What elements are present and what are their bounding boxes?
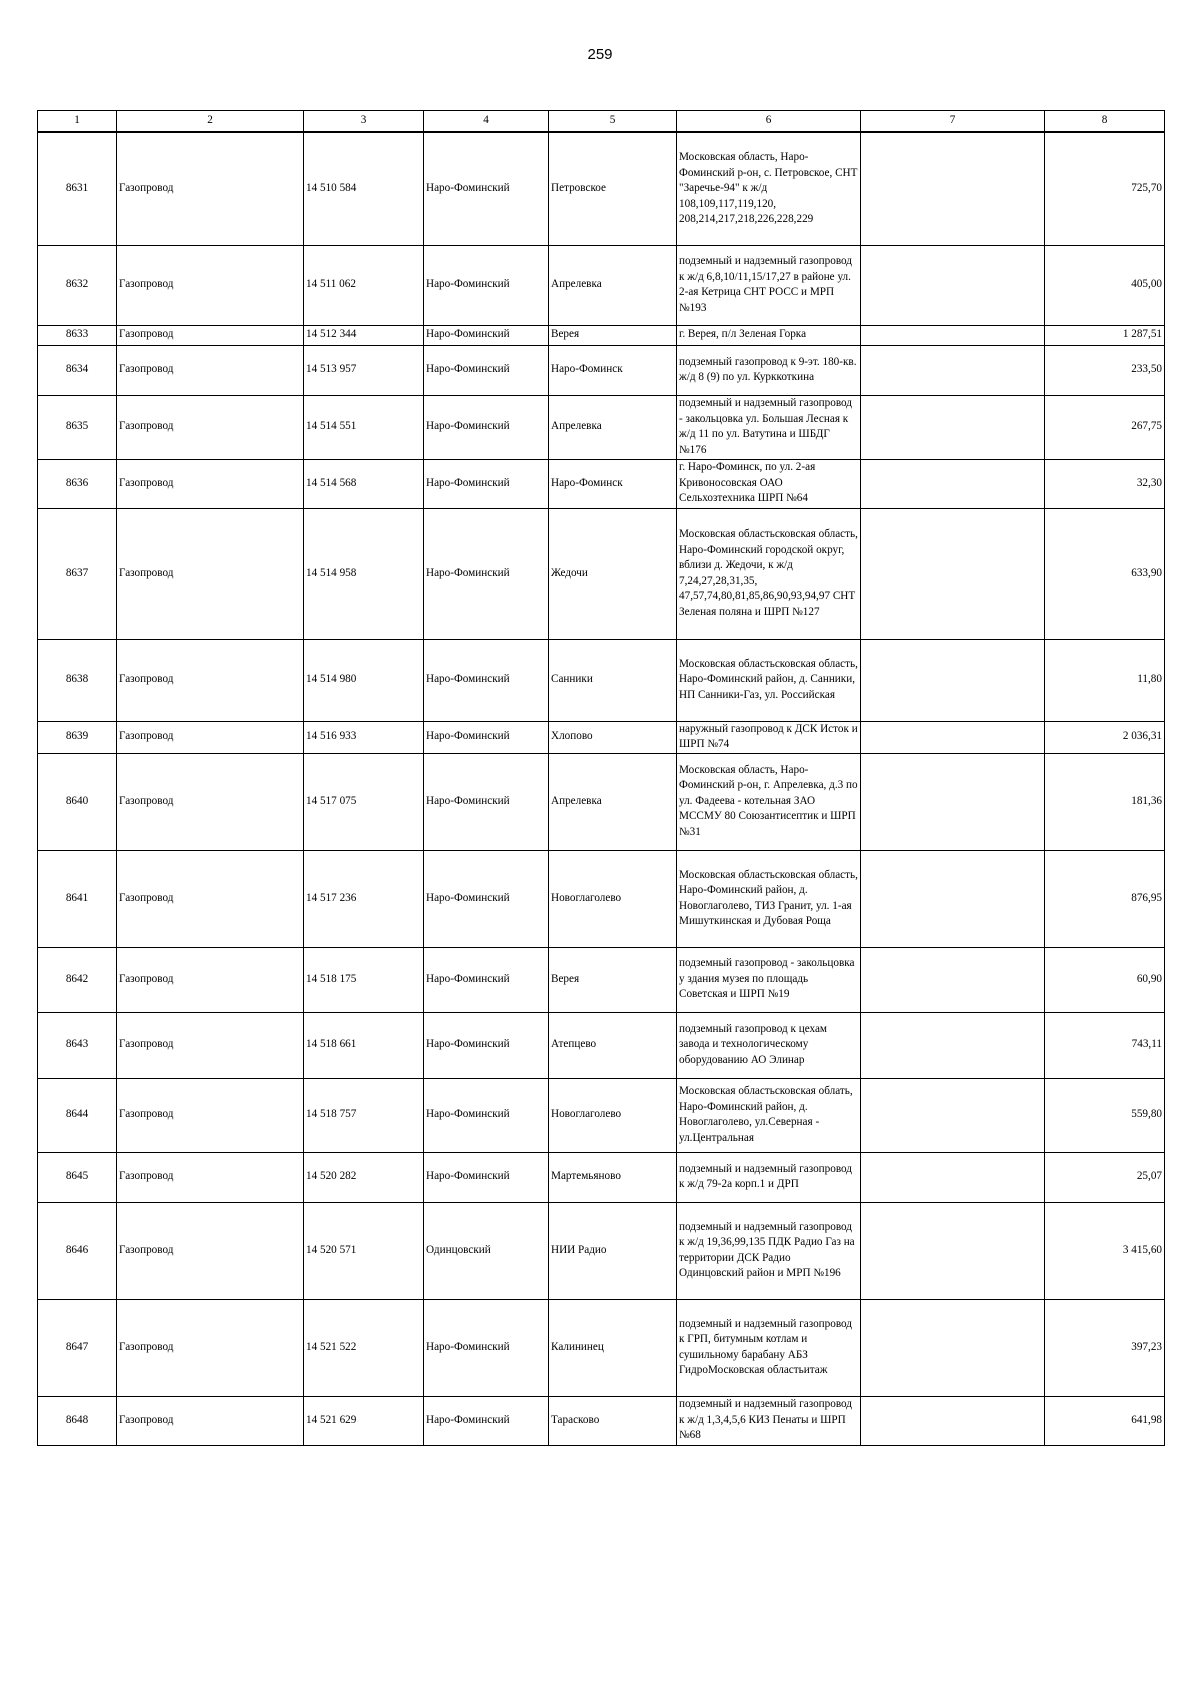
- table-row: [38, 345, 1165, 395]
- column-header: 5: [549, 111, 677, 133]
- column7-cell: [861, 508, 1045, 639]
- length-cell: 633,90: [1045, 508, 1165, 639]
- registry-table: [37, 110, 1165, 1446]
- column7-cell: [861, 721, 1045, 753]
- object-code-cell: 14 516 933: [304, 721, 424, 753]
- length-cell: 641,98: [1045, 1396, 1165, 1445]
- table-body: [38, 132, 1165, 1445]
- column7-cell: [861, 325, 1045, 345]
- district-cell: Наро-Фоминский: [424, 132, 549, 245]
- object-code-cell: 14 517 075: [304, 753, 424, 850]
- column7-cell: [861, 345, 1045, 395]
- column7-cell: [861, 1152, 1045, 1202]
- row-number: 8640: [38, 753, 117, 850]
- page-number: 259: [587, 46, 613, 63]
- object-type-cell: Газопровод: [117, 639, 304, 721]
- length-cell: 559,80: [1045, 1078, 1165, 1152]
- locality-cell: Апрелевка: [549, 245, 677, 325]
- object-code-cell: 14 520 282: [304, 1152, 424, 1202]
- address-cell: подземный газопровод - закольцовка у здания музея по площадь Советская и ШРП №19: [677, 947, 861, 1012]
- locality-cell: Жедочи: [549, 508, 677, 639]
- object-type-cell: Газопровод: [117, 1012, 304, 1078]
- table-row: [38, 1012, 1165, 1078]
- table-row: [38, 325, 1165, 345]
- district-cell: Наро-Фоминский: [424, 1299, 549, 1396]
- district-cell: Наро-Фоминский: [424, 245, 549, 325]
- district-cell: Наро-Фоминский: [424, 721, 549, 753]
- row-number: 8642: [38, 947, 117, 1012]
- locality-cell: НИИ Радио: [549, 1202, 677, 1299]
- table-row: [38, 753, 1165, 850]
- table-row: [38, 1078, 1165, 1152]
- district-cell: Наро-Фоминский: [424, 1152, 549, 1202]
- row-number: 8647: [38, 1299, 117, 1396]
- object-code-cell: 14 510 584: [304, 132, 424, 245]
- length-cell: 267,75: [1045, 395, 1165, 459]
- address-cell: подземный и надземный газопровод к ГРП, битумным котлам и сушильному барабану АБЗ ГидроМосковская областьитаж: [677, 1299, 861, 1396]
- length-cell: 11,80: [1045, 639, 1165, 721]
- length-cell: 725,70: [1045, 132, 1165, 245]
- column7-cell: [861, 1396, 1045, 1445]
- column-header: 3: [304, 111, 424, 133]
- table-row: [38, 1152, 1165, 1202]
- locality-cell: Хлопово: [549, 721, 677, 753]
- object-type-cell: Газопровод: [117, 395, 304, 459]
- row-number: 8641: [38, 850, 117, 947]
- row-number: 8639: [38, 721, 117, 753]
- header-row: [38, 111, 1165, 133]
- object-type-cell: Газопровод: [117, 721, 304, 753]
- address-cell: наружный газопровод к ДСК Исток и ШРП №74: [677, 721, 861, 753]
- address-cell: подземный газопровод к 9-эт. 180-кв. ж/д 8 (9) по ул. Курккоткина: [677, 345, 861, 395]
- locality-cell: Верея: [549, 947, 677, 1012]
- column-header: 8: [1045, 111, 1165, 133]
- column-header: 1: [38, 111, 117, 133]
- object-type-cell: Газопровод: [117, 132, 304, 245]
- table-row: [38, 947, 1165, 1012]
- column7-cell: [861, 132, 1045, 245]
- address-cell: г. Верея, п/л Зеленая Горка: [677, 325, 861, 345]
- object-type-cell: Газопровод: [117, 1202, 304, 1299]
- column-header: 7: [861, 111, 1045, 133]
- address-cell: г. Наро-Фоминск, по ул. 2-ая Кривоносовская ОАО Сельхозтехника ШРП №64: [677, 459, 861, 508]
- object-code-cell: 14 518 757: [304, 1078, 424, 1152]
- object-code-cell: 14 521 522: [304, 1299, 424, 1396]
- row-number: 8646: [38, 1202, 117, 1299]
- object-code-cell: 14 518 175: [304, 947, 424, 1012]
- district-cell: Наро-Фоминский: [424, 395, 549, 459]
- district-cell: Наро-Фоминский: [424, 345, 549, 395]
- column7-cell: [861, 639, 1045, 721]
- table-row: [38, 508, 1165, 639]
- column7-cell: [861, 1202, 1045, 1299]
- object-type-cell: Газопровод: [117, 508, 304, 639]
- column7-cell: [861, 1012, 1045, 1078]
- locality-cell: Новоглаголево: [549, 1078, 677, 1152]
- object-type-cell: Газопровод: [117, 1396, 304, 1445]
- column7-cell: [861, 850, 1045, 947]
- length-cell: 743,11: [1045, 1012, 1165, 1078]
- object-type-cell: Газопровод: [117, 850, 304, 947]
- object-type-cell: Газопровод: [117, 753, 304, 850]
- object-type-cell: Газопровод: [117, 1078, 304, 1152]
- table-row: [38, 721, 1165, 753]
- object-code-cell: 14 511 062: [304, 245, 424, 325]
- row-number: 8633: [38, 325, 117, 345]
- object-type-cell: Газопровод: [117, 325, 304, 345]
- length-cell: 876,95: [1045, 850, 1165, 947]
- row-number: 8637: [38, 508, 117, 639]
- column-header: 4: [424, 111, 549, 133]
- locality-cell: Мартемьяново: [549, 1152, 677, 1202]
- row-number: 8645: [38, 1152, 117, 1202]
- row-number: 8635: [38, 395, 117, 459]
- table-row: [38, 639, 1165, 721]
- length-cell: 1 287,51: [1045, 325, 1165, 345]
- address-cell: подземный и надземный газопровод к ж/д 19,36,99,135 ПДК Радио Газ на территории ДСК Радио Одинцовский район и МРП №196: [677, 1202, 861, 1299]
- length-cell: 3 415,60: [1045, 1202, 1165, 1299]
- locality-cell: Петровское: [549, 132, 677, 245]
- address-cell: подземный и надземный газопровод к ж/д 6,8,10/11,15/17,27 в районе ул. 2-ая Кетрица СНТ РОСС и МРП №193: [677, 245, 861, 325]
- length-cell: 233,50: [1045, 345, 1165, 395]
- address-cell: Московская областьсковская облать, Наро-Фоминский район, д. Новоглаголево, ул.Северная - ул.Центральная: [677, 1078, 861, 1152]
- length-cell: 32,30: [1045, 459, 1165, 508]
- district-cell: Наро-Фоминский: [424, 1396, 549, 1445]
- object-code-cell: 14 514 958: [304, 508, 424, 639]
- table-row: [38, 1299, 1165, 1396]
- column-header: 6: [677, 111, 861, 133]
- row-number: 8631: [38, 132, 117, 245]
- district-cell: Наро-Фоминский: [424, 753, 549, 850]
- address-cell: Московская область, Наро-Фоминский р-он, с. Петровское, СНТ "Заречье-94" к ж/д 108,109,117,119,120, 208,214,217,218,226,228,229: [677, 132, 861, 245]
- address-cell: Московская область, Наро-Фоминский р-он, г. Апрелевка, д.3 по ул. Фадеева - котельная ЗАО МССМУ 80 Союзантисептик и ШРП №31: [677, 753, 861, 850]
- length-cell: 181,36: [1045, 753, 1165, 850]
- object-code-cell: 14 520 571: [304, 1202, 424, 1299]
- row-number: 8632: [38, 245, 117, 325]
- length-cell: 25,07: [1045, 1152, 1165, 1202]
- locality-cell: Апрелевка: [549, 753, 677, 850]
- address-cell: подземный и надземный газопровод к ж/д 1,3,4,5,6 КИЗ Пенаты и ШРП №68: [677, 1396, 861, 1445]
- district-cell: Наро-Фоминский: [424, 639, 549, 721]
- locality-cell: Атепцево: [549, 1012, 677, 1078]
- table-row: [38, 459, 1165, 508]
- column7-cell: [861, 1299, 1045, 1396]
- length-cell: 60,90: [1045, 947, 1165, 1012]
- table-row: [38, 395, 1165, 459]
- district-cell: Одинцовский: [424, 1202, 549, 1299]
- object-code-cell: 14 512 344: [304, 325, 424, 345]
- object-code-cell: 14 514 980: [304, 639, 424, 721]
- column7-cell: [861, 947, 1045, 1012]
- object-type-cell: Газопровод: [117, 1299, 304, 1396]
- column7-cell: [861, 245, 1045, 325]
- column7-cell: [861, 459, 1045, 508]
- district-cell: Наро-Фоминский: [424, 459, 549, 508]
- row-number: 8638: [38, 639, 117, 721]
- address-cell: подземный газопровод к цехам завода и технологическому оборудованию АО Элинар: [677, 1012, 861, 1078]
- column7-cell: [861, 753, 1045, 850]
- object-type-cell: Газопровод: [117, 947, 304, 1012]
- table-row: [38, 132, 1165, 245]
- object-code-cell: 14 514 551: [304, 395, 424, 459]
- table-row: [38, 245, 1165, 325]
- address-cell: Московская областьсковская область, Наро-Фоминский район, д. Новоглаголево, ТИЗ Гранит, ул. 1-ая Мишуткинская и Дубовая Роща: [677, 850, 861, 947]
- object-type-cell: Газопровод: [117, 1152, 304, 1202]
- object-code-cell: 14 518 661: [304, 1012, 424, 1078]
- column7-cell: [861, 395, 1045, 459]
- object-code-cell: 14 521 629: [304, 1396, 424, 1445]
- locality-cell: Санники: [549, 639, 677, 721]
- object-type-cell: Газопровод: [117, 345, 304, 395]
- locality-cell: Наро-Фоминск: [549, 459, 677, 508]
- row-number: 8648: [38, 1396, 117, 1445]
- length-cell: 405,00: [1045, 245, 1165, 325]
- locality-cell: Верея: [549, 325, 677, 345]
- object-code-cell: 14 513 957: [304, 345, 424, 395]
- table-row: [38, 1202, 1165, 1299]
- district-cell: Наро-Фоминский: [424, 947, 549, 1012]
- district-cell: Наро-Фоминский: [424, 850, 549, 947]
- locality-cell: Калининец: [549, 1299, 677, 1396]
- address-cell: Московская областьсковская область, Наро-Фоминский район, д. Санники, НП Санники-Газ, ул. Российская: [677, 639, 861, 721]
- address-cell: подземный и надземный газопровод - закольцовка ул. Большая Лесная к ж/д 11 по ул. Ватутина и ШБДГ №176: [677, 395, 861, 459]
- locality-cell: Новоглаголево: [549, 850, 677, 947]
- address-cell: Московская областьсковская область, Наро-Фоминский городской округ, вблизи д. Жедочи, к ж/д 7,24,27,28,31,35, 47,57,74,80,81,85,86,90,93,94,97 СНТ Зеленая поляна и ШРП №127: [677, 508, 861, 639]
- locality-cell: Тарасково: [549, 1396, 677, 1445]
- column-header: 2: [117, 111, 304, 133]
- row-number: 8643: [38, 1012, 117, 1078]
- column7-cell: [861, 1078, 1045, 1152]
- row-number: 8634: [38, 345, 117, 395]
- row-number: 8644: [38, 1078, 117, 1152]
- object-type-cell: Газопровод: [117, 245, 304, 325]
- district-cell: Наро-Фоминский: [424, 325, 549, 345]
- row-number: 8636: [38, 459, 117, 508]
- length-cell: 2 036,31: [1045, 721, 1165, 753]
- district-cell: Наро-Фоминский: [424, 508, 549, 639]
- locality-cell: Наро-Фоминск: [549, 345, 677, 395]
- locality-cell: Апрелевка: [549, 395, 677, 459]
- district-cell: Наро-Фоминский: [424, 1078, 549, 1152]
- object-code-cell: 14 517 236: [304, 850, 424, 947]
- object-type-cell: Газопровод: [117, 459, 304, 508]
- length-cell: 397,23: [1045, 1299, 1165, 1396]
- district-cell: Наро-Фоминский: [424, 1012, 549, 1078]
- table-row: [38, 1396, 1165, 1445]
- object-code-cell: 14 514 568: [304, 459, 424, 508]
- table-row: [38, 850, 1165, 947]
- address-cell: подземный и надземный газопровод к ж/д 79-2а корп.1 и ДРП: [677, 1152, 861, 1202]
